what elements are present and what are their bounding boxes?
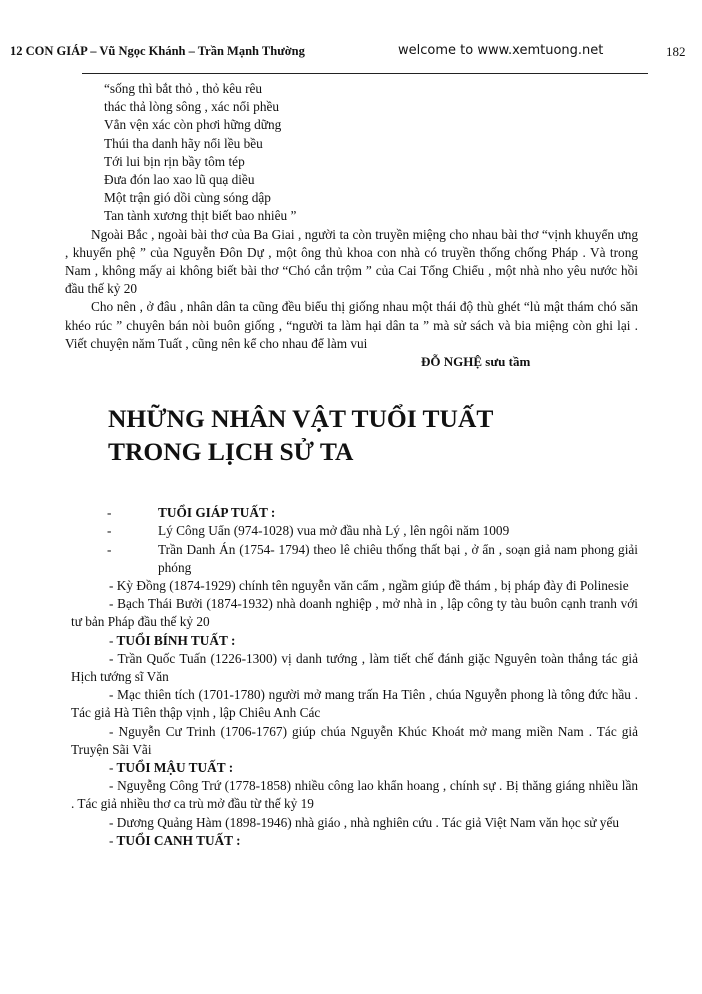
section-title-line: NHỮNG NHÂN VẬT TUỔI TUẤT bbox=[108, 404, 494, 434]
list-dash: - bbox=[107, 505, 112, 521]
body-paragraph: Ngoài Bắc , ngoài bài thơ của Ba Giai , người ta còn truyền miệng cho nhau bài thơ “vịnh khuyển ưng , khuyển phệ ” của Nguyễn Đôn Dự , một ông thủ khoa con nhà có truyền thống chống Pháp . Và trong Nam , không mấy ai không biết bài thơ “Chó cắn trộm ” của Cai Tổng Chiểu , một nhà nho yêu nước hồi đầu thế kỷ 20 bbox=[65, 226, 638, 297]
list-heading bbox=[109, 759, 702, 777]
section-title bbox=[108, 402, 702, 468]
list-item bbox=[71, 595, 638, 631]
poem-line: Đưa đón lao xao lũ quạ diều bbox=[104, 172, 255, 188]
list-heading bbox=[109, 832, 702, 850]
people-list bbox=[0, 504, 702, 850]
list-dash: - bbox=[109, 778, 114, 794]
list-item-text: Bạch Thái Bưởi (1874-1932) nhà doanh nghiệp , mở nhà in , lập công ty tàu buôn cạnh tranh với tư bản Pháp đầu thế kỷ 20 bbox=[71, 596, 638, 630]
list-item-text: Mạc thiên tích (1701-1780) người mở mang trấn Ha Tiên , chúa Nguyễn phong là tông đức hầu . Tác giả Hà Tiên thập vịnh , lập Chiêu Anh Các bbox=[71, 687, 638, 721]
list-heading bbox=[109, 632, 702, 650]
poem-line: Tới lui bịn rịn bầy tôm tép bbox=[104, 153, 245, 169]
list-dash: - bbox=[109, 596, 114, 612]
list-item-text: Trần Quốc Tuấn (1226-1300) vị danh tướng , làm tiết chế đánh giặc Nguyên toàn thắng tác giả Hịch tướng sĩ Văn bbox=[71, 650, 638, 685]
list-item-text: Kỳ Đồng (1874-1929) chính tên nguyễn văn cẩm , ngầm giúp đề thám , bị pháp đày đi Polinesie bbox=[116, 578, 629, 594]
group-heading-mau-tuat: TUỔI MẬU TUẤT : bbox=[116, 760, 234, 776]
list-item bbox=[71, 577, 638, 595]
list-item bbox=[0, 541, 702, 577]
page-header bbox=[0, 44, 702, 64]
list-heading bbox=[0, 504, 702, 522]
book-title-header: 12 CON GIÁP – Vũ Ngọc Khánh – Trần Mạnh Thường bbox=[10, 44, 305, 58]
list-item bbox=[71, 650, 638, 686]
poem-line: Một trận gió dồi cùng sóng dập bbox=[104, 190, 271, 206]
group-heading-canh-tuat: TUỔI CANH TUẤT : bbox=[116, 832, 241, 848]
page-number: 182 bbox=[666, 44, 686, 59]
list-dash: - bbox=[107, 523, 112, 539]
header-divider bbox=[82, 73, 648, 74]
list-dash: - bbox=[109, 814, 114, 830]
poem-line: Vẳn vện xác còn phơi hững dững bbox=[104, 117, 282, 133]
list-dash: - bbox=[109, 632, 114, 648]
list-item-text: Dương Quảng Hàm (1898-1946) nhà giáo , nhà nghiên cứu . Tác giả Việt Nam văn học sử yếu bbox=[116, 814, 620, 830]
poem-line: Tan tành xương thịt biết bao nhiêu ” bbox=[104, 208, 297, 224]
poem-line: “sống thì bắt thỏ , thỏ kêu rêu bbox=[104, 81, 263, 96]
group-heading-giap-tuat: TUỔI GIÁP TUẤT : bbox=[158, 505, 276, 521]
list-dash: - bbox=[109, 687, 114, 703]
list-item-text: Lý Công Uẩn (974-1028) vua mở đầu nhà Lý , lên ngôi năm 1009 bbox=[158, 523, 510, 539]
section-title-line: TRONG LỊCH SỬ TA bbox=[108, 437, 354, 467]
list-item bbox=[71, 723, 638, 759]
list-item bbox=[0, 522, 702, 540]
poem bbox=[104, 80, 702, 226]
list-dash: - bbox=[109, 650, 114, 666]
list-dash: - bbox=[107, 541, 112, 557]
page-content bbox=[0, 80, 702, 850]
list-item bbox=[71, 777, 638, 813]
signature: ĐỖ NGHỆ sưu tầm bbox=[421, 354, 531, 370]
list-dash: - bbox=[109, 832, 114, 848]
list-item-text: Trần Danh Án (1754- 1794) theo lê chiêu thống thất bại , ở ẩn , soạn giả nam phong giải phóng bbox=[158, 541, 638, 575]
group-heading-binh-tuat: TUỔI BÍNH TUẤT : bbox=[116, 632, 236, 648]
list-dash: - bbox=[109, 760, 114, 776]
poem-line: Thúi tha danh hãy nổi lều bều bbox=[104, 135, 263, 151]
body-paragraph: Cho nên , ở đâu , nhân dân ta cũng đều biểu thị giống nhau một thái độ thù ghét “lủ mật thám chó săn khéo rúc ” chuyên bán nòi buôn giống , “người ta làm hại dân ta ” mà sử sách và bia miệng còn ghi lại . Viết chuyện năm Tuất , cũng nên kể cho nhau để làm vui bbox=[65, 299, 638, 351]
list-item bbox=[71, 686, 638, 722]
website-link[interactable]: welcome to www.xemtuong.net bbox=[398, 43, 604, 58]
list-item-text: Nguyễng Công Trứ (1778-1858) nhiều công lao khẩn hoang , chính sự . Bị thăng giáng nhiều lần . Tác giả nhiều thơ ca trù mở đầu từ thế kỷ 19 bbox=[71, 778, 638, 812]
list-dash: - bbox=[109, 723, 114, 739]
list-dash: - bbox=[109, 578, 114, 594]
list-item bbox=[71, 814, 638, 832]
list-item-text: Nguyễn Cư Trinh (1706-1767) giúp chúa Nguyễn Khúc Khoát mở mang miền Nam . Tác giả Truyện Sãi Vãi bbox=[71, 723, 638, 757]
poem-line: thác thả lòng sông , xác nổi phều bbox=[104, 99, 280, 115]
